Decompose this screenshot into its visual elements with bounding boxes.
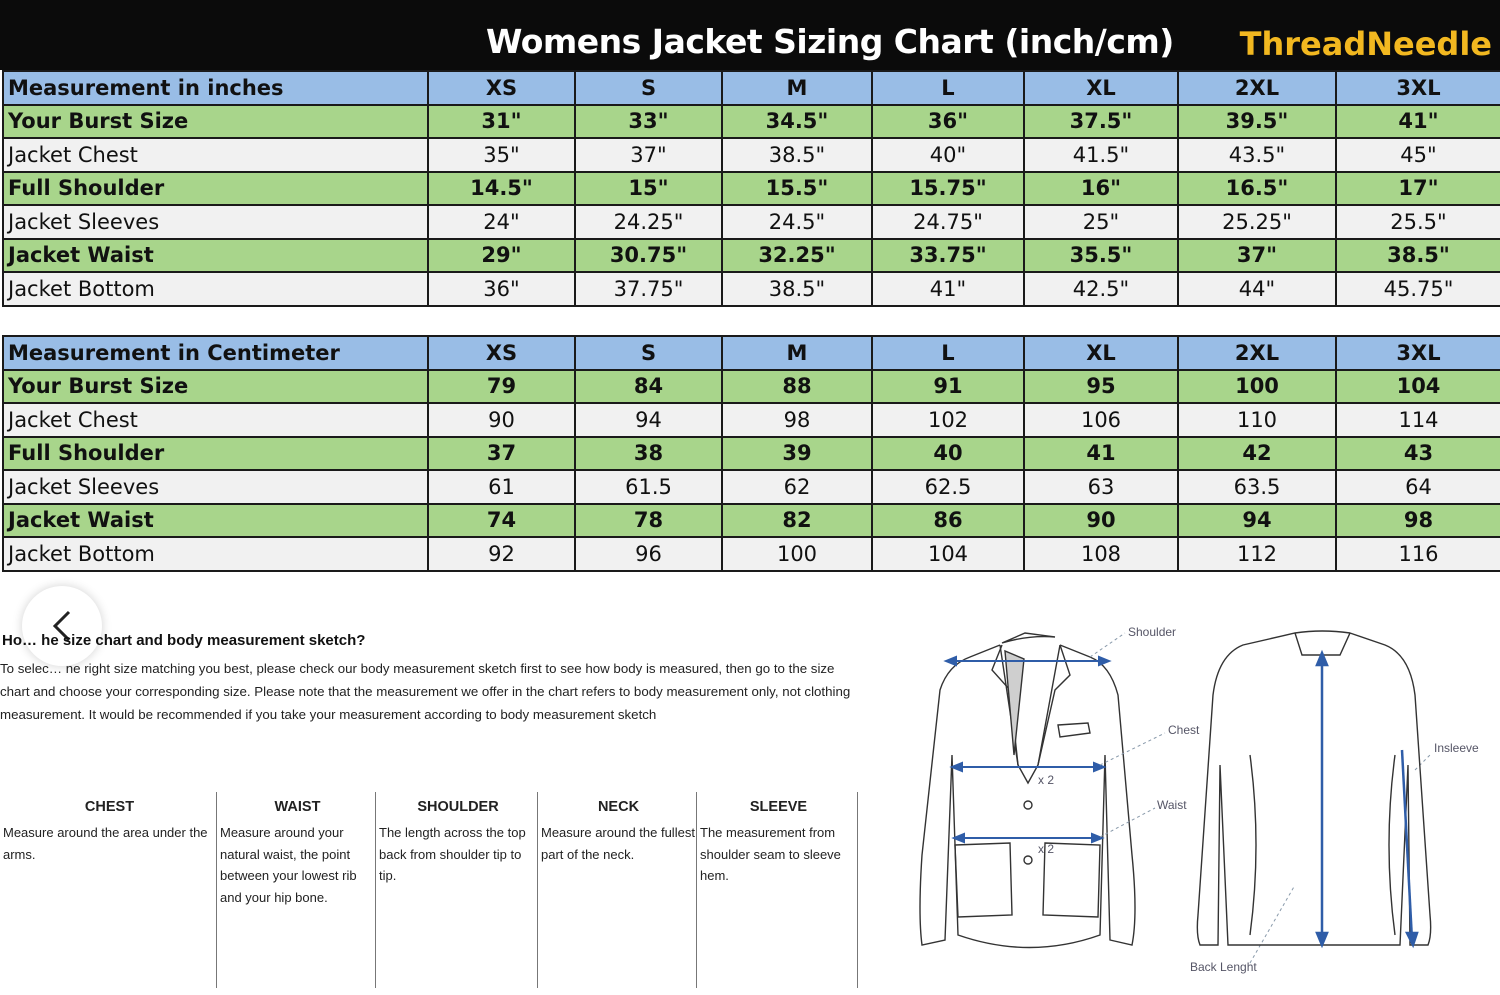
table-cell: 38.5"	[722, 272, 872, 306]
table-cell: 42	[1178, 437, 1336, 471]
guide-shoulder	[376, 792, 537, 988]
table-cell: 63	[1024, 470, 1178, 504]
row-label: Jacket Chest	[3, 138, 428, 172]
row-label: Full Shoulder	[3, 437, 428, 471]
guide-text: The length across the top back from shoulder tip to tip.	[379, 825, 526, 883]
table-cell: 94	[575, 403, 722, 437]
chart-header	[0, 0, 1500, 70]
table-cell: 37	[428, 437, 575, 471]
table-cell: 79	[428, 370, 575, 404]
back-button[interactable]	[22, 586, 102, 666]
sketch-label-insleeve: Insleeve	[1434, 741, 1479, 755]
table-cell: 116	[1336, 537, 1500, 571]
table-cell: 106	[1024, 403, 1178, 437]
table-cell: 82	[722, 504, 872, 538]
table-row	[3, 172, 1500, 206]
table-cell: 41"	[1336, 105, 1500, 139]
guide-text: Measure around your natural waist, the point between your lowest rib and your hip bone.	[220, 825, 357, 905]
table-row	[3, 504, 1500, 538]
table-cell: 63.5	[1178, 470, 1336, 504]
inches-size-table	[2, 70, 1500, 307]
size-header: L	[872, 71, 1024, 105]
table-cell: 38.5"	[1336, 239, 1500, 273]
guide-chest	[0, 792, 216, 988]
table-cell: 24"	[428, 205, 575, 239]
table-cell: 25"	[1024, 205, 1178, 239]
size-header: 3XL	[1336, 336, 1500, 370]
table-cell: 37.5"	[1024, 105, 1178, 139]
guide-text: Measure around the fullest part of the neck.	[541, 825, 695, 862]
table-cell: 108	[1024, 537, 1178, 571]
table-cell: 30.75"	[575, 239, 722, 273]
size-header: M	[722, 336, 872, 370]
table-cell: 98	[1336, 504, 1500, 538]
table-cell: 25.5"	[1336, 205, 1500, 239]
sketch-label-x2-top: x 2	[1038, 773, 1055, 787]
guide-title: NECK	[597, 799, 640, 815]
table-cell: 104	[1336, 370, 1500, 404]
table-cell: 90	[1024, 504, 1178, 538]
guide-title: SHOULDER	[417, 799, 499, 815]
table-row	[3, 470, 1500, 504]
table-cell: 16.5"	[1178, 172, 1336, 206]
chart-title: Womens Jacket Sizing Chart (inch/cm)	[486, 22, 1174, 61]
guide-title: CHEST	[84, 799, 135, 815]
table-cell: 38	[575, 437, 722, 471]
size-header: M	[722, 71, 872, 105]
table-cell: 74	[428, 504, 575, 538]
table-row	[3, 403, 1500, 437]
table-cell: 90	[428, 403, 575, 437]
row-label: Jacket Sleeves	[3, 470, 428, 504]
size-header: 2XL	[1178, 336, 1336, 370]
guide-text: The measurement from shoulder seam to sleeve hem.	[700, 825, 841, 883]
table-row	[3, 105, 1500, 139]
table-cell: 95	[1024, 370, 1178, 404]
table-cell: 110	[1178, 403, 1336, 437]
size-header: S	[575, 336, 722, 370]
row-label: Your Burst Size	[3, 370, 428, 404]
table-cell: 17"	[1336, 172, 1500, 206]
row-label: Jacket Waist	[3, 239, 428, 273]
table-cell: 39	[722, 437, 872, 471]
table-cell: 14.5"	[428, 172, 575, 206]
table-cell: 78	[575, 504, 722, 538]
table-header-row	[3, 336, 1500, 370]
table-cell: 112	[1178, 537, 1336, 571]
table-cell: 64	[1336, 470, 1500, 504]
table-cell: 15"	[575, 172, 722, 206]
table-cell: 62	[722, 470, 872, 504]
table-cell: 62.5	[872, 470, 1024, 504]
table-cell: 41	[1024, 437, 1178, 471]
table-row	[3, 437, 1500, 471]
table-cell: 25.25"	[1178, 205, 1336, 239]
table-cell: 96	[575, 537, 722, 571]
table-cell: 98	[722, 403, 872, 437]
table-cell: 43.5"	[1178, 138, 1336, 172]
row-label: Jacket Bottom	[3, 272, 428, 306]
howto-body: To selec… ne right size matching you best, please check our body measurement sketch first to see how body is measured, then go to the size chart and choose your corresponding size. Please note that the measurement we offer in the chart refers to body measurement only, not clothing measurement. It would be recommended if you take your measurement according to body measurement sketch	[0, 661, 851, 722]
table-cell: 104	[872, 537, 1024, 571]
table-cell: 37.75"	[575, 272, 722, 306]
table-cell: 42.5"	[1024, 272, 1178, 306]
divider	[857, 792, 858, 988]
table-cell: 100	[1178, 370, 1336, 404]
table-cell: 84	[575, 370, 722, 404]
row-label: Jacket Waist	[3, 504, 428, 538]
table-cell: 37"	[575, 138, 722, 172]
size-header: 3XL	[1336, 71, 1500, 105]
table-cell: 100	[722, 537, 872, 571]
howto-title: Ho… he size chart and body measurement sketch?	[2, 632, 366, 649]
table-cell: 33"	[575, 105, 722, 139]
table-cell: 41.5"	[1024, 138, 1178, 172]
row-label: Jacket Bottom	[3, 537, 428, 571]
back-jacket-icon	[1197, 631, 1430, 945]
table-cell: 114	[1336, 403, 1500, 437]
size-header: XL	[1024, 336, 1178, 370]
table-cell: 35"	[428, 138, 575, 172]
table-row	[3, 205, 1500, 239]
table-row	[3, 239, 1500, 273]
table-cell: 44"	[1178, 272, 1336, 306]
table-cell: 94	[1178, 504, 1336, 538]
table-cell: 36"	[428, 272, 575, 306]
table-cell: 35.5"	[1024, 239, 1178, 273]
table-cell: 24.25"	[575, 205, 722, 239]
table-row	[3, 138, 1500, 172]
table-row	[3, 370, 1500, 404]
table-cell: 40"	[872, 138, 1024, 172]
brand-logo-text: ThreadNeedle	[1239, 25, 1492, 63]
table-cell: 43	[1336, 437, 1500, 471]
centimeter-size-table	[2, 335, 1500, 572]
guide-waist	[217, 792, 375, 988]
table-cell: 86	[872, 504, 1024, 538]
table-cell: 38.5"	[722, 138, 872, 172]
guide-title: WAIST	[274, 799, 321, 815]
row-label: Jacket Sleeves	[3, 205, 428, 239]
sketch-label-x2-bottom: x 2	[1038, 842, 1055, 856]
table-cell: 34.5"	[722, 105, 872, 139]
table-cell: 40	[872, 437, 1024, 471]
size-header: L	[872, 336, 1024, 370]
leader-lines	[1090, 633, 1430, 963]
table-cell: 16"	[1024, 172, 1178, 206]
table-cell: 24.75"	[872, 205, 1024, 239]
table-separator	[2, 320, 1500, 333]
table-cell: 33.75"	[872, 239, 1024, 273]
row-label: Jacket Chest	[3, 403, 428, 437]
table-cell: 45.75"	[1336, 272, 1500, 306]
table-cell: 37"	[1178, 239, 1336, 273]
table-row	[3, 272, 1500, 306]
table-cell: 45"	[1336, 138, 1500, 172]
table-header-row	[3, 71, 1500, 105]
table-row	[3, 537, 1500, 571]
guide-neck	[538, 792, 696, 988]
sketch-label-waist: Waist	[1157, 798, 1187, 812]
measurement-guide	[0, 792, 860, 988]
table-unit-label: Measurement in inches	[3, 71, 428, 105]
jacket-sketch	[910, 615, 1490, 990]
sketch-label-chest: Chest	[1168, 723, 1200, 737]
row-label: Your Burst Size	[3, 105, 428, 139]
front-jacket-icon	[920, 633, 1135, 948]
size-header: XL	[1024, 71, 1178, 105]
table-cell: 61	[428, 470, 575, 504]
table-unit-label: Measurement in Centimeter	[3, 336, 428, 370]
size-header: XS	[428, 71, 575, 105]
size-header: 2XL	[1178, 71, 1336, 105]
table-cell: 32.25"	[722, 239, 872, 273]
table-cell: 31"	[428, 105, 575, 139]
table-cell: 41"	[872, 272, 1024, 306]
guide-sleeve	[697, 792, 857, 988]
table-cell: 29"	[428, 239, 575, 273]
table-cell: 24.5"	[722, 205, 872, 239]
table-cell: 36"	[872, 105, 1024, 139]
table-cell: 88	[722, 370, 872, 404]
table-cell: 91	[872, 370, 1024, 404]
table-cell: 92	[428, 537, 575, 571]
front-measure-lines	[946, 657, 1109, 842]
guide-text: Measure around the area under the arms.	[3, 825, 208, 862]
table-cell: 15.5"	[722, 172, 872, 206]
size-header: XS	[428, 336, 575, 370]
sketch-label-back-length: Back Lenght	[1190, 960, 1257, 974]
sketch-label-shoulder: Shoulder	[1128, 625, 1177, 639]
table-cell: 61.5	[575, 470, 722, 504]
table-cell: 15.75"	[872, 172, 1024, 206]
guide-title: SLEEVE	[749, 799, 808, 815]
table-cell: 39.5"	[1178, 105, 1336, 139]
size-header: S	[575, 71, 722, 105]
table-cell: 102	[872, 403, 1024, 437]
row-label: Full Shoulder	[3, 172, 428, 206]
